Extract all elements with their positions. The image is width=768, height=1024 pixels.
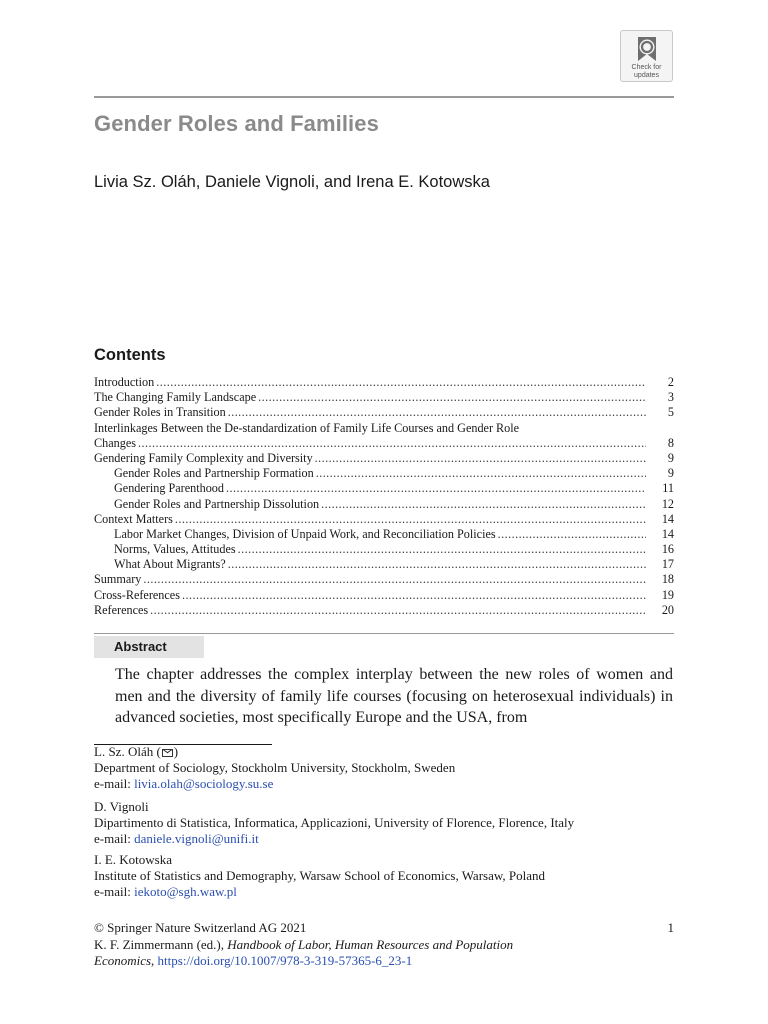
book-title-cont: Economics xyxy=(94,953,152,968)
toc-leader xyxy=(182,588,646,603)
toc-page: 3 xyxy=(667,390,674,405)
toc-leader xyxy=(228,405,646,420)
email-link[interactable]: livia.olah@sociology.su.se xyxy=(134,776,274,791)
toc-entry-partnership-formation[interactable] xyxy=(94,466,674,481)
toc-page: 12 xyxy=(661,496,674,511)
toc-entry-context-matters[interactable] xyxy=(94,512,674,527)
bookmark-ribbon-icon xyxy=(634,35,660,63)
author-department: Institute of Statistics and Demography, Warsaw School of Economics, Warsaw, Poland xyxy=(94,868,546,883)
toc-entry-gendering-complexity[interactable] xyxy=(94,451,674,466)
toc-leader xyxy=(150,603,646,618)
citation-line: K. F. Zimmermann (ed.), Handbook of Labor, Human Resources and Population xyxy=(94,936,514,952)
toc-label: Gender Roles in Transition xyxy=(94,405,226,420)
toc-leader xyxy=(138,436,646,451)
affiliation-kotowska xyxy=(94,852,674,900)
envelope-icon[interactable] xyxy=(162,749,173,757)
badge-label-line2: updates xyxy=(634,72,659,79)
toc-page: 14 xyxy=(661,511,674,526)
toc-label: The Changing Family Landscape xyxy=(94,390,257,405)
toc-entry-gendering-parenthood[interactable] xyxy=(94,481,674,496)
author-email-line: e-mail: iekoto@sgh.waw.pl xyxy=(94,884,237,899)
toc-leader xyxy=(228,557,646,572)
toc-page: 18 xyxy=(661,572,674,587)
toc-entry-cross-references[interactable] xyxy=(94,588,674,603)
toc-label: Summary xyxy=(94,572,142,587)
toc-leader xyxy=(156,375,646,390)
toc-label: Introduction xyxy=(94,375,155,389)
toc-entry-introduction[interactable] xyxy=(94,375,674,390)
toc-leader xyxy=(143,572,646,587)
toc-page: 19 xyxy=(661,587,674,602)
abstract-text: The chapter addresses the complex interplay between the new roles of women and men and the diversity of family life courses (focusing on heterosexual individuals) in advanced societies, most specifically Europe and the USA, from xyxy=(115,666,673,726)
toc-label: Gender Roles and Partnership Dissolution xyxy=(114,496,320,511)
toc-entry-summary[interactable] xyxy=(94,572,674,587)
doi-link[interactable]: https://doi.org/10.1007/978-3-319-57365-6_23-1 xyxy=(157,953,413,968)
toc-page: 9 xyxy=(667,450,674,465)
email-link[interactable]: daniele.vignoli@unifi.it xyxy=(134,831,259,846)
toc-leader xyxy=(258,390,646,405)
badge-label-line1: Check for xyxy=(631,64,662,71)
toc-leader xyxy=(175,512,646,527)
toc-label: References xyxy=(94,602,149,617)
author-department: Dipartimento di Statistica, Informatica, Applicazioni, University of Florence, Florence, Italy xyxy=(94,815,575,830)
toc-page: 2 xyxy=(667,375,674,389)
title-rule xyxy=(94,96,674,98)
copyright-line: © Springer Nature Switzerland AG 2021 xyxy=(94,920,307,935)
author-department: Department of Sociology, Stockholm University, Stockholm, Sweden xyxy=(94,760,456,775)
author-list: Livia Sz. Oláh, Daniele Vignoli, and Irena E. Kotowska xyxy=(94,173,490,191)
toc-entry-partnership-dissolution[interactable] xyxy=(94,497,674,512)
toc-page: 9 xyxy=(667,466,674,481)
toc-leader xyxy=(238,542,646,557)
toc-page: 20 xyxy=(661,602,674,617)
toc-label: What About Migrants? xyxy=(114,557,226,572)
author-name: I. E. Kotowska xyxy=(94,852,172,867)
toc-entry-labor-market[interactable] xyxy=(94,527,674,542)
toc-leader xyxy=(315,451,646,466)
toc-entry-interlinkages-cont[interactable] xyxy=(94,436,674,451)
author-name: L. Sz. Oláh ( ) xyxy=(94,744,179,759)
toc-entry-references[interactable] xyxy=(94,603,674,618)
toc-leader xyxy=(226,481,646,496)
author-email-line: e-mail: livia.olah@sociology.su.se xyxy=(94,776,274,791)
author-name: D. Vignoli xyxy=(94,799,149,814)
contents-heading: Contents xyxy=(94,346,166,364)
toc-leader xyxy=(498,527,646,542)
book-title: Handbook of Labor, Human Resources and Population xyxy=(227,936,514,952)
email-link[interactable]: iekoto@sgh.waw.pl xyxy=(134,884,237,899)
citation-line-cont: Economics, https://doi.org/10.1007/978-3-319-57365-6_23-1 xyxy=(94,953,413,968)
abstract-rule xyxy=(94,633,674,634)
toc-page: 8 xyxy=(667,435,674,450)
table-of-contents xyxy=(94,375,674,618)
toc-entry-gender-roles-transition[interactable] xyxy=(94,405,674,420)
check-for-updates-badge[interactable] xyxy=(620,30,673,82)
toc-label: Gendering Family Complexity and Diversity xyxy=(94,450,313,465)
toc-page: 14 xyxy=(661,526,674,541)
page-footer xyxy=(94,920,674,970)
affiliation-vignoli xyxy=(94,799,674,847)
toc-label: Context Matters xyxy=(94,511,173,526)
toc-page: 16 xyxy=(661,542,674,557)
toc-label: Interlinkages Between the De-standardization of Family Life Courses and Gender Role xyxy=(94,420,520,435)
toc-label: Changes xyxy=(94,435,136,450)
chapter-title: Gender Roles and Families xyxy=(94,111,379,136)
page-number: 1 xyxy=(667,920,674,935)
toc-label: Cross-References xyxy=(94,587,180,602)
affiliation-olah xyxy=(94,744,674,792)
toc-label: Labor Market Changes, Division of Unpaid Work, and Reconciliation Policies xyxy=(114,526,496,541)
toc-leader xyxy=(321,497,646,512)
toc-page: 5 xyxy=(667,405,674,420)
author-email-line: e-mail: daniele.vignoli@unifi.it xyxy=(94,831,259,846)
toc-entry-interlinkages[interactable] xyxy=(94,421,674,436)
toc-entry-norms-values[interactable] xyxy=(94,542,674,557)
abstract-label: Abstract xyxy=(114,639,167,654)
toc-leader xyxy=(316,466,646,481)
toc-label: Gender Roles and Partnership Formation xyxy=(114,466,314,481)
toc-label: Gendering Parenthood xyxy=(114,481,224,496)
toc-page: 11 xyxy=(662,481,674,496)
toc-entry-changing-family-landscape[interactable] xyxy=(94,390,674,405)
toc-entry-migrants[interactable] xyxy=(94,557,674,572)
toc-label: Norms, Values, Attitudes xyxy=(114,542,236,557)
toc-page: 17 xyxy=(661,557,674,572)
